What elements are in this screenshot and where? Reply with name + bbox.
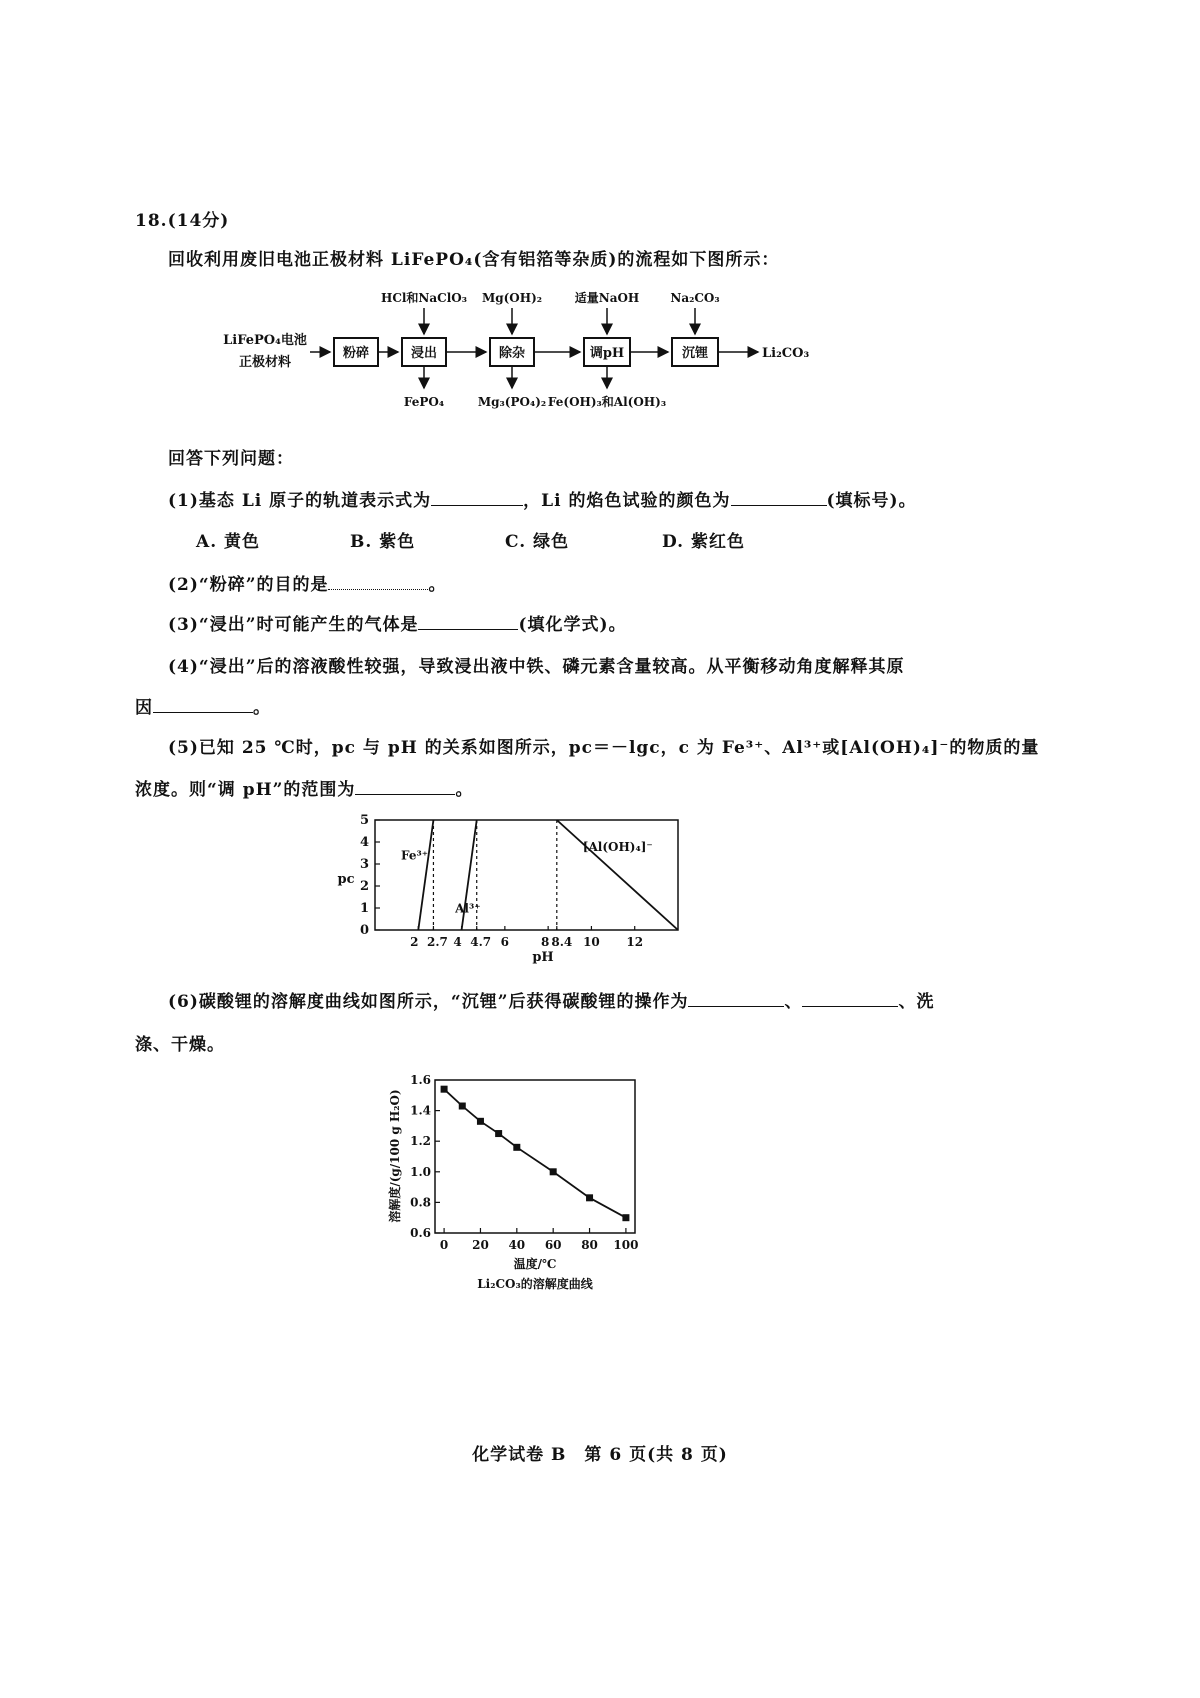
pc-ph-chart	[330, 808, 690, 968]
x-tick-label: 8.4	[551, 935, 573, 949]
series-line-0	[418, 820, 433, 930]
step-adjust-ph: 调pH	[589, 346, 625, 361]
q1-option-c: C. 绿色	[505, 532, 570, 552]
x-tick-label: 8	[540, 935, 550, 949]
x-tick-label: 2	[410, 935, 419, 949]
flow-product: Li₂CO₃	[762, 346, 810, 361]
q2-end: 。	[428, 575, 447, 595]
x-tick-label: 4.7	[470, 935, 492, 949]
step-crush: 粉碎	[342, 346, 370, 361]
page-footer: 化学试卷 B 第 6 页(共 8 页)	[472, 1445, 728, 1465]
q4-blank[interactable]	[153, 698, 253, 713]
x-tick-label: 6	[500, 935, 510, 949]
step-precipitate: 沉锂	[681, 346, 709, 361]
y-tick-label: 0.6	[410, 1226, 431, 1240]
chart2-ylabel: 溶解度/(g/100 g H₂O)	[388, 1089, 402, 1223]
series-label-aloh4: [Al(OH)₄]⁻	[582, 839, 653, 854]
q1-option-b: B. 紫色	[350, 532, 416, 552]
y-tick-label: 1.4	[410, 1103, 431, 1118]
solubility-curve	[444, 1089, 626, 1218]
x-tick-label: 0	[439, 1238, 449, 1252]
series-label-fe: Fe³⁺	[400, 848, 429, 863]
x-tick-label: 2.7	[426, 935, 448, 949]
q1-part2: ，Li 的焰色试验的颜色为	[523, 491, 731, 511]
chart1-ylabel: pc	[337, 872, 355, 887]
data-point-marker	[622, 1214, 629, 1221]
q4-line2	[135, 693, 271, 718]
y-tick-label: 0.8	[410, 1195, 431, 1210]
q3-line	[168, 610, 627, 635]
q1-option-d: D. 紫红色	[662, 532, 745, 552]
chart2-xlabel: 温度/℃	[513, 1257, 557, 1271]
x-tick-label: 20	[472, 1238, 489, 1252]
y-tick-label: 2	[359, 879, 369, 894]
output-leach: FePO₄	[403, 395, 445, 409]
series-label-al: Al³⁺	[455, 901, 481, 916]
input-leach: HCl和NaClO₃	[380, 291, 468, 305]
y-tick-label: 3	[359, 857, 369, 872]
data-point-marker	[586, 1194, 593, 1201]
q3-end: (填化学式)。	[518, 615, 627, 635]
input-purify: Mg(OH)₂	[481, 291, 543, 305]
y-tick-label: 0	[359, 923, 369, 938]
q6-line1	[168, 987, 934, 1012]
output-adjust-ph: Fe(OH)₃和Al(OH)₃	[547, 395, 667, 409]
process-flow-diagram	[200, 280, 840, 415]
y-tick-label: 1.2	[410, 1134, 431, 1149]
solubility-chart	[380, 1070, 650, 1305]
q5-blank[interactable]	[355, 780, 455, 795]
q1-blank-orbital[interactable]	[431, 491, 523, 506]
q5-text: 浓度。则“调 pH”的范围为	[135, 780, 356, 800]
question-number: 18.(14分)	[135, 211, 230, 231]
q2-blank[interactable]	[328, 575, 428, 590]
q6-text: (6)碳酸锂的溶解度曲线如图所示，“沉锂”后获得碳酸锂的操作为	[168, 992, 689, 1012]
q2-line	[168, 570, 446, 595]
q3-text: (3)“浸出”时可能产生的气体是	[168, 615, 419, 635]
step-purify: 除杂	[498, 346, 526, 361]
chart2-caption: Li₂CO₃的溶解度曲线	[477, 1277, 593, 1291]
q5-line1: (5)已知 25 ℃时，pc 与 pH 的关系如图所示，pc＝－lgc，c 为 Fe³⁺、Al³⁺或[Al(OH)₄]⁻的物质的量	[168, 738, 1040, 758]
data-point-marker	[441, 1086, 448, 1093]
input-adjust-ph: 适量NaOH	[574, 291, 640, 305]
data-point-marker	[513, 1144, 520, 1151]
x-tick-label: 40	[508, 1238, 526, 1252]
series-line-2	[557, 820, 678, 930]
output-purify: Mg₃(PO₄)₂	[477, 395, 547, 409]
q3-blank[interactable]	[418, 615, 518, 630]
q6-blank-1[interactable]	[688, 992, 784, 1007]
data-point-marker	[477, 1118, 484, 1125]
y-tick-label: 4	[359, 835, 369, 850]
data-point-marker	[495, 1130, 502, 1137]
y-tick-label: 5	[359, 813, 369, 828]
q5-line2	[135, 775, 473, 800]
x-tick-label: 80	[581, 1238, 598, 1252]
x-tick-label: 4	[453, 935, 462, 949]
q1-part3: (填标号)。	[826, 491, 917, 511]
data-point-marker	[459, 1103, 466, 1110]
q1-option-a: A. 黄色	[196, 532, 261, 552]
y-tick-label: 1.6	[410, 1073, 431, 1087]
input-precipitate: Na₂CO₃	[670, 291, 720, 305]
x-tick-label: 12	[626, 935, 644, 949]
question-intro: 回收利用废旧电池正极材料 LiFePO₄(含有铝箔等杂质)的流程如下图所示：	[168, 250, 780, 270]
y-tick-label: 1	[359, 901, 369, 916]
q5-end: 。	[455, 780, 474, 800]
x-tick-label: 10	[583, 935, 600, 949]
step-leach: 浸出	[410, 346, 438, 361]
q6-tail: 、洗	[898, 992, 935, 1012]
q1-line	[168, 486, 917, 511]
q6-blank-2[interactable]	[802, 992, 898, 1007]
q4-line1: (4)“浸出”后的溶液酸性较强，导致浸出液中铁、磷元素含量较高。从平衡移动角度解释其原	[168, 657, 905, 677]
data-point-marker	[550, 1168, 557, 1175]
q6-sep: 、	[784, 992, 803, 1012]
q1-blank-color[interactable]	[731, 491, 827, 506]
q4-text: 因	[135, 698, 153, 718]
flow-start-line1: LiFePO₄电池	[223, 333, 307, 348]
answer-prompt: 回答下列问题：	[168, 449, 294, 469]
y-tick-label: 1.0	[410, 1164, 431, 1179]
q2-text: (2)“粉碎”的目的是	[168, 575, 329, 595]
chart1-xlabel: pH	[532, 950, 554, 965]
q1-part1: (1)基态 Li 原子的轨道表示式为	[168, 491, 432, 511]
flow-start-line2: 正极材料	[238, 355, 292, 370]
q6-line2: 涤、干燥。	[135, 1035, 225, 1055]
x-tick-label: 100	[613, 1238, 639, 1252]
x-tick-label: 60	[544, 1238, 562, 1252]
q4-end: 。	[253, 698, 271, 718]
